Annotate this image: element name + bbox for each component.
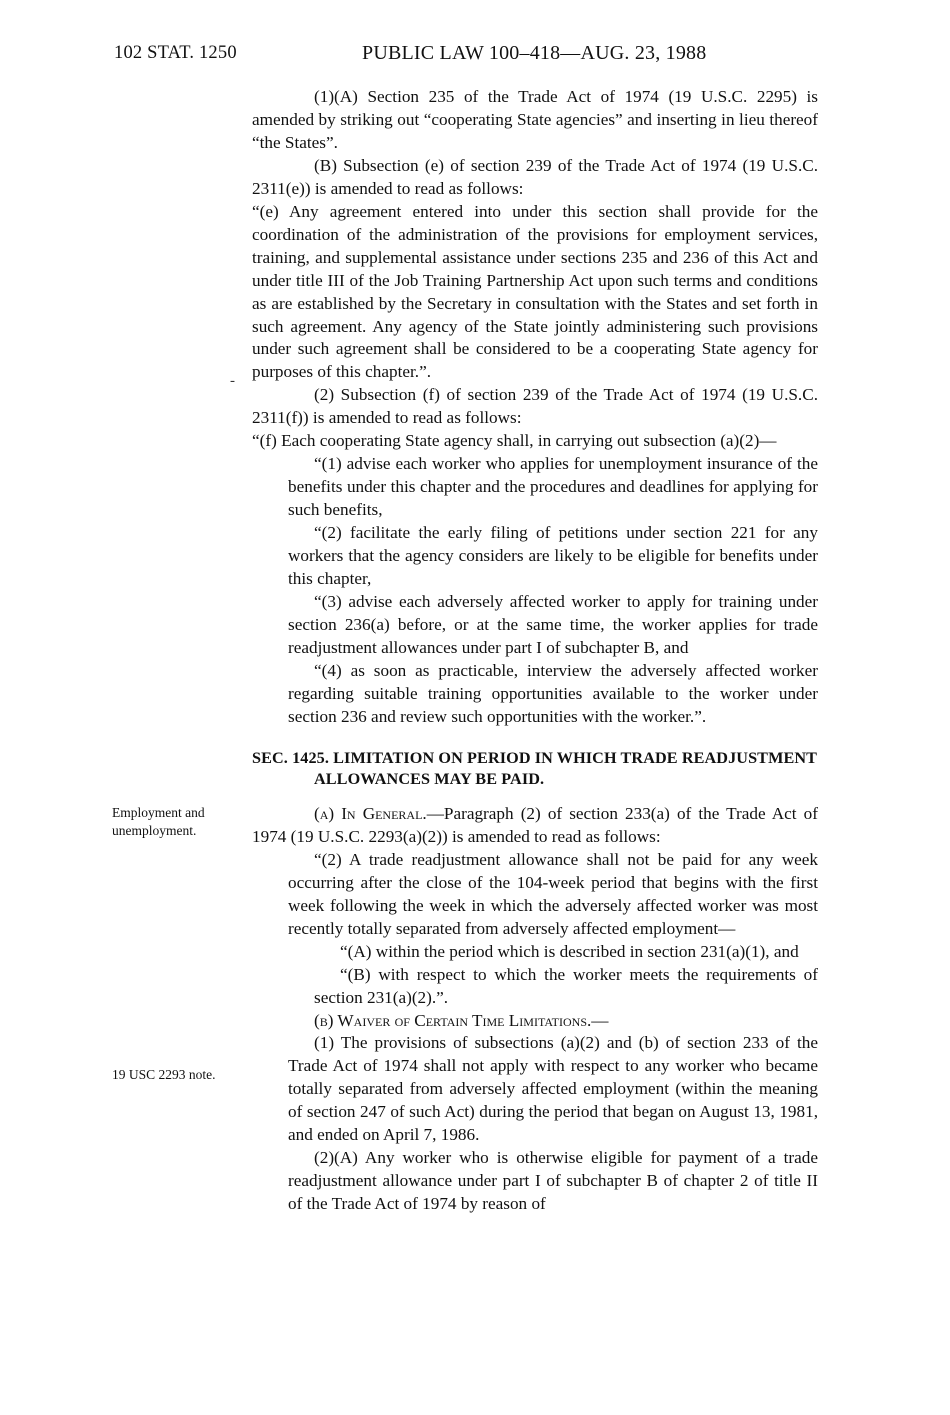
paragraph-f-4: “(4) as soon as practicable, interview the adversely affected worker regarding suitable training opportunities available to the worker under section 236 and review such opportunities with the worker.”. (288, 660, 818, 726)
paragraph-quoted-f: “(f) Each cooperating State agency shall, in carrying out subsection (a)(2)— (252, 431, 777, 451)
paragraph-quoted-2: “(2) A trade readjustment allowance shall not be paid for any week occurring after the close of the 104-week period that begins with the first week following the week in which the adversely affected worker was most recently totally separated from adversely affected employment— (288, 849, 818, 938)
marginal-note-employment: Employment and unemployment. (112, 805, 205, 838)
margin-dot-mark: - (230, 373, 235, 389)
marginal-note-usc: 19 USC 2293 note. (112, 1067, 216, 1082)
paragraph-quoted-2a: “(A) within the period which is described in section 231(a)(1), and (340, 941, 799, 961)
paragraph-b-label: (b) Waiver of Certain Time Limitations.— (314, 1010, 609, 1030)
paragraph-quoted-e: “(e) Any agreement entered into under this section shall provide for the coordination of the administration of the provisions for employment services, training, and supplemental assistance under sections 235 and 236 of this Act and under title III of the Job Training Partnership Act upon such terms and conditions as are established by the Secretary in consultation with the States and set forth in such agreement. Any agency of the State jointly administering such provisions under such agreement shall be considered to be a cooperating State agency for purposes of this chapter.”. (252, 201, 818, 382)
paragraph-quoted-2b: “(B) with respect to which the worker meets the requirements of section 231(a)(2).”. (314, 964, 818, 1007)
body-area (62, 86, 888, 1216)
public-law-title: PUBLIC LAW 100–418—AUG. 23, 1988 (362, 42, 707, 64)
paragraph-2: (2) Subsection (f) of section 239 of the Trade Act of 1974 (19 U.S.C. 2311(f)) is amended to read as follows: (252, 385, 818, 428)
paragraph-a-general (252, 803, 818, 849)
paragraph-f-1: “(1) advise each worker who applies for unemployment insurance of the benefits under this chapter and the procedures and deadlines for applying for such benefits, (288, 454, 818, 520)
paragraph-a-text: Paragraph (2) of section 233(a) of the Trade Act of 1974 (19 U.S.C. 2293(a)(2)) is amended to read as follows: (252, 803, 818, 846)
main-text-column (252, 86, 818, 1216)
paragraph-b-2a: (2)(A) Any worker who is otherwise eligible for payment of a trade readjustment allowance under part I of subchapter B of chapter 2 of title II of the Trade Act of 1974 by reason of (288, 1148, 818, 1214)
paragraph-b-1: (1) The provisions of subsections (a)(2) and (b) of section 233 of the Trade Act of 1974 shall not apply with respect to any worker who became totally separated from adversely affected employment (within the meaning of section 247 of such Act) during the period that began on August 13, 1981, and ended on April 7, 1986. (288, 1033, 818, 1145)
paragraph-f-3: “(3) advise each adversely affected worker to apply for training under section 236(a) before, or at the same time, the worker applies for trade readjustment allowances under part I of subchapter B, and (288, 591, 818, 657)
page-stat-citation: 102 STAT. 1250 (114, 43, 237, 63)
section-heading-line-1: SEC. 1425. LIMITATION ON PERIOD IN WHICH TRADE READJUSTMENT (252, 748, 818, 767)
paragraph-1b: (B) Subsection (e) of section 239 of the Trade Act of 1974 (19 U.S.C. 2311(e)) is amended to read as follows: (252, 155, 818, 198)
paragraph-1a: (1)(A) Section 235 of the Trade Act of 1974 (19 U.S.C. 2295) is amended by striking out “cooperating State agencies” and inserting in lieu thereof “the States”. (252, 87, 818, 152)
paragraph-b-waiver (252, 1010, 818, 1033)
paragraph-f-2: “(2) facilitate the early filing of petitions under section 221 for any workers that the agency considers are likely to be eligible for benefits under this chapter, (288, 523, 818, 589)
paragraph-a-label: (a) In General.— (314, 803, 444, 823)
running-head (62, 40, 888, 74)
section-heading-line-2: ALLOWANCES MAY BE PAID. (314, 770, 545, 789)
section-heading-1425 (252, 748, 818, 791)
